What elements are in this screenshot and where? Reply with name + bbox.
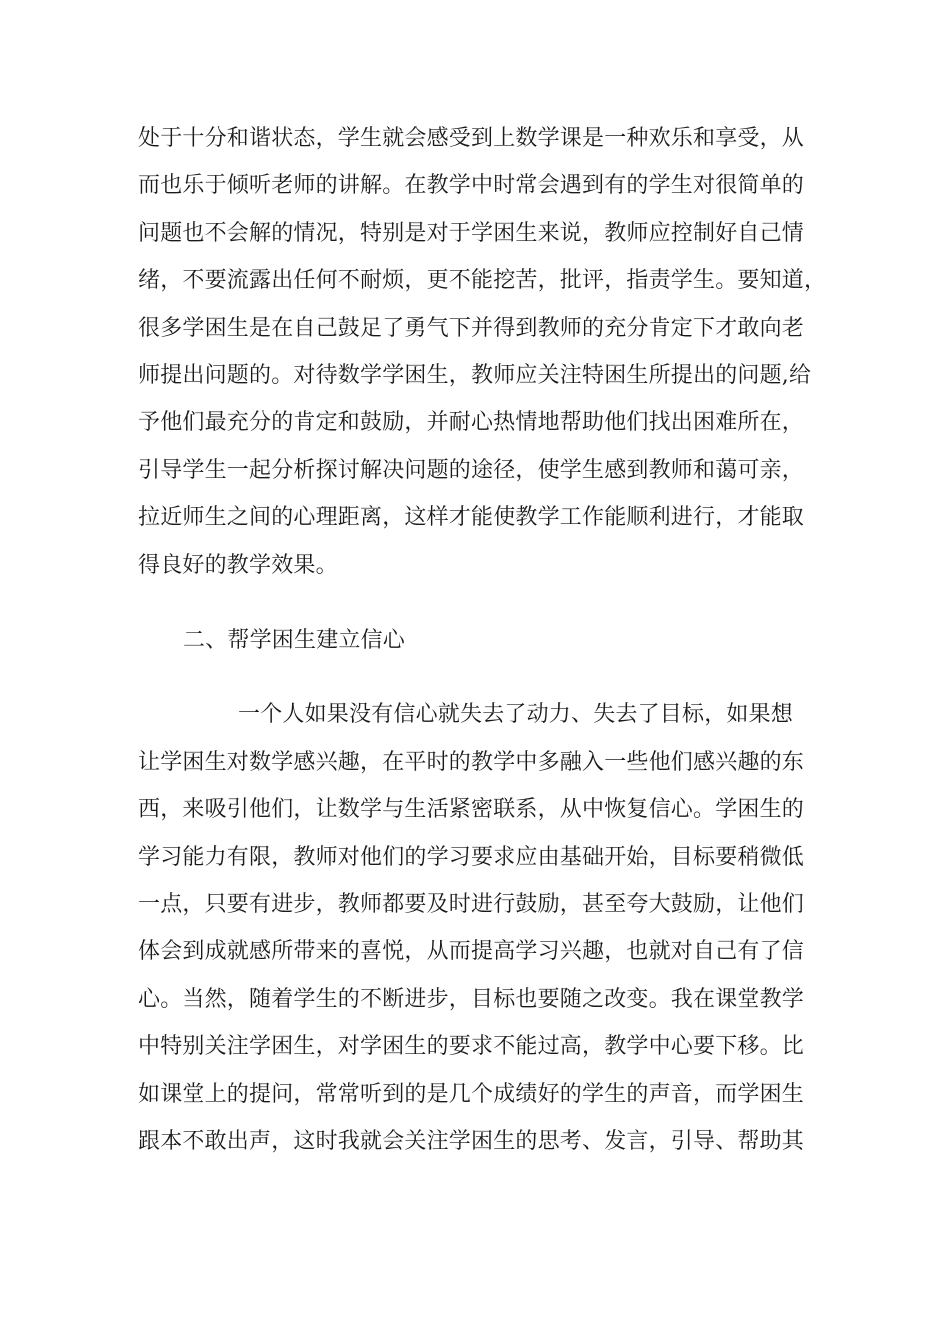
paragraph-2-line: 西，来吸引他们，让数学与生活紧密联系，从中恢复信心。学困生的 (138, 797, 805, 822)
paragraph-2-line: 一个人如果没有信心就失去了动力、失去了目标，如果想 (238, 702, 794, 727)
paragraph-2-line: 体会到成就感所带来的喜悦，从而提高学习兴趣，也就对自己有了信 (138, 939, 805, 964)
paragraph-2-line: 一点，只要有进步，教师都要及时进行鼓励，甚至夸大鼓励，让他们 (138, 892, 805, 917)
paragraph-1-line: 予他们最充分的肯定和鼓励，并耐心热情地帮助他们找出困难所在， (138, 410, 805, 435)
paragraph-1-line: 处于十分和谐状态，学生就会感受到上数学课是一种欢乐和享受，从 (138, 126, 805, 151)
paragraph-2-line: 中特别关注学困生，对学困生的要求不能过高，教学中心要下移。比 (138, 1034, 805, 1059)
paragraph-2-line: 心。当然，随着学生的不断进步，目标也要随之改变。我在课堂教学 (138, 987, 805, 1012)
section-heading: 二、帮学困生建立信心 (183, 628, 406, 653)
paragraph-1-line: 绪，不要流露出任何不耐烦，更不能挖苦，批评，指责学生。要知道， (138, 268, 827, 293)
paragraph-2-line: 如课堂上的提问，常常听到的是几个成绩好的学生的声音，而学困生 (138, 1082, 805, 1107)
paragraph-2-line: 让学困生对数学感兴趣，在平时的教学中多融入一些他们感兴趣的东 (138, 750, 805, 775)
paragraph-1-line: 拉近师生之间的心理距离，这样才能使教学工作能顺利进行，才能取 (138, 505, 805, 530)
paragraph-2-line: 学习能力有限，教师对他们的学习要求应由基础开始，目标要稍微低 (138, 845, 805, 870)
paragraph-2-line: 跟本不敢出声，这时我就会关注学困生的思考、发言，引导、帮助其 (138, 1129, 805, 1154)
paragraph-1-line: 引导学生一起分析探讨解决问题的途径，使学生感到教师和蔼可亲， (138, 458, 805, 483)
paragraph-1-line: 问题也不会解的情况，特别是对于学困生来说，教师应控制好自己情 (138, 221, 805, 246)
paragraph-1-line: 而也乐于倾听老师的讲解。在教学中时常会遇到有的学生对很简单的 (138, 173, 805, 198)
paragraph-1-line: 很多学困生是在自己鼓足了勇气下并得到教师的充分肯定下才敢向老 (138, 316, 805, 341)
paragraph-1-line: 师提出问题的。对待数学学困生，教师应关注特困生所提出的问题,给 (138, 363, 812, 388)
paragraph-1-line: 得良好的教学效果。 (138, 553, 338, 578)
